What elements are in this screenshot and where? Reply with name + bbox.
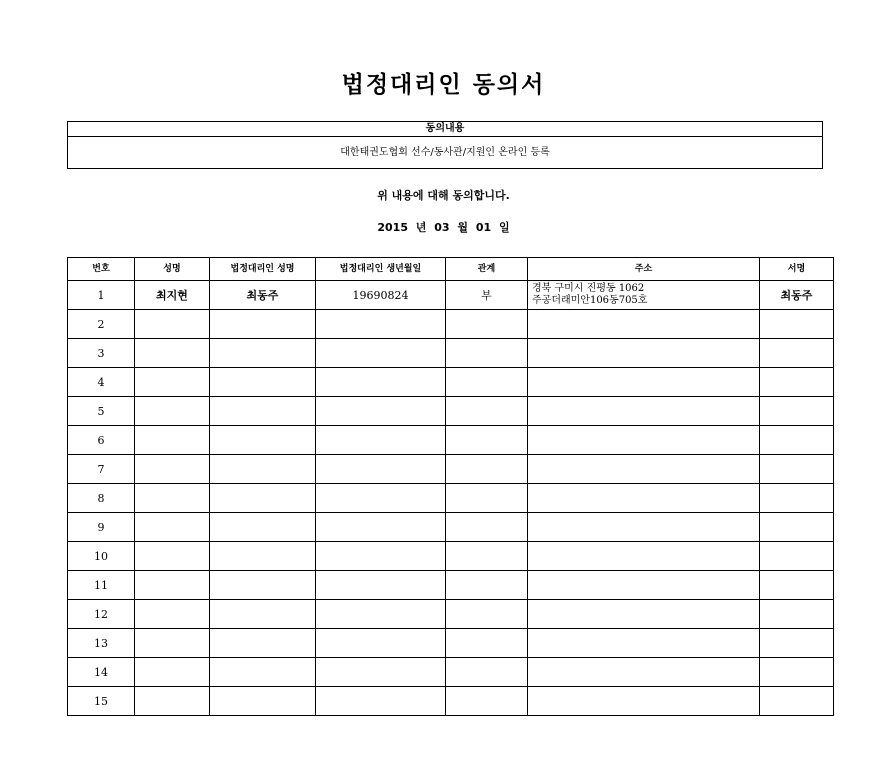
guardian-table — [67, 257, 834, 716]
cell-signature — [760, 397, 834, 426]
cell-relation — [446, 542, 528, 571]
cell-address — [528, 513, 760, 542]
cell-guardian-name — [210, 513, 316, 542]
header-address: 주소 — [528, 258, 760, 281]
table-row — [68, 339, 834, 368]
cell-guardian-birth — [316, 484, 446, 513]
cell-name — [135, 542, 210, 571]
cell-number: 7 — [68, 455, 135, 484]
cell-address — [528, 484, 760, 513]
cell-address — [528, 339, 760, 368]
cell-guardian-birth — [316, 339, 446, 368]
cell-relation — [446, 687, 528, 716]
table-row — [68, 658, 834, 687]
consent-header: 동의내용 — [68, 122, 822, 137]
cell-relation — [446, 600, 528, 629]
cell-name — [135, 397, 210, 426]
header-name: 성명 — [135, 258, 210, 281]
table-row — [68, 397, 834, 426]
cell-guardian-birth — [316, 600, 446, 629]
cell-number: 14 — [68, 658, 135, 687]
cell-guardian-birth — [316, 658, 446, 687]
table-row — [68, 571, 834, 600]
table-row — [68, 368, 834, 397]
cell-name — [135, 687, 210, 716]
cell-guardian-birth — [316, 310, 446, 339]
cell-name — [135, 513, 210, 542]
cell-guardian-name — [210, 339, 316, 368]
table-row — [68, 513, 834, 542]
cell-name — [135, 658, 210, 687]
cell-signature — [760, 455, 834, 484]
cell-number: 12 — [68, 600, 135, 629]
cell-address — [528, 600, 760, 629]
table-row — [68, 687, 834, 716]
cell-address — [528, 310, 760, 339]
table-row — [68, 629, 834, 658]
cell-signature — [760, 310, 834, 339]
cell-guardian-name — [210, 629, 316, 658]
agree-statement: 위 내용에 대해 동의합니다. — [377, 189, 510, 202]
cell-relation — [446, 368, 528, 397]
table-row — [68, 455, 834, 484]
cell-relation: 부 — [446, 281, 528, 310]
cell-address — [528, 397, 760, 426]
address-line-2: 주공더래미안106동705호 — [532, 295, 648, 306]
cell-signature — [760, 426, 834, 455]
cell-signature — [760, 687, 834, 716]
table-row — [68, 484, 834, 513]
cell-guardian-name — [210, 542, 316, 571]
cell-relation — [446, 397, 528, 426]
cell-guardian-birth — [316, 397, 446, 426]
cell-guardian-name — [210, 368, 316, 397]
cell-guardian-birth — [316, 426, 446, 455]
cell-number: 4 — [68, 368, 135, 397]
cell-guardian-name — [210, 484, 316, 513]
table-row — [68, 426, 834, 455]
page-title: 법정대리인 동의서 — [341, 71, 546, 98]
cell-number: 9 — [68, 513, 135, 542]
cell-name — [135, 484, 210, 513]
cell-address — [528, 455, 760, 484]
cell-address — [528, 571, 760, 600]
cell-number: 13 — [68, 629, 135, 658]
cell-guardian-name — [210, 571, 316, 600]
cell-guardian-birth — [316, 629, 446, 658]
cell-relation — [446, 310, 528, 339]
cell-relation — [446, 484, 528, 513]
header-number: 번호 — [68, 258, 135, 281]
cell-guardian-name — [210, 426, 316, 455]
cell-relation — [446, 513, 528, 542]
cell-number: 8 — [68, 484, 135, 513]
cell-name — [135, 600, 210, 629]
cell-number: 5 — [68, 397, 135, 426]
cell-address — [528, 542, 760, 571]
cell-address — [528, 426, 760, 455]
table-row — [68, 542, 834, 571]
header-guardian-birth: 법정대리인 생년월일 — [316, 258, 446, 281]
cell-signature — [760, 600, 834, 629]
table-row — [68, 281, 834, 310]
cell-number: 3 — [68, 339, 135, 368]
consent-box — [67, 121, 823, 169]
cell-signature — [760, 484, 834, 513]
cell-guardian-name — [210, 310, 316, 339]
cell-number: 15 — [68, 687, 135, 716]
header-signature: 서명 — [760, 258, 834, 281]
cell-signature — [760, 339, 834, 368]
cell-relation — [446, 629, 528, 658]
cell-address — [528, 629, 760, 658]
cell-name: 최지현 — [135, 281, 210, 310]
cell-signature — [760, 368, 834, 397]
cell-guardian-birth — [316, 542, 446, 571]
header-relation: 관계 — [446, 258, 528, 281]
table-row — [68, 600, 834, 629]
cell-guardian-birth — [316, 513, 446, 542]
cell-signature — [760, 513, 834, 542]
cell-number: 2 — [68, 310, 135, 339]
cell-relation — [446, 658, 528, 687]
cell-signature — [760, 571, 834, 600]
cell-guardian-name — [210, 397, 316, 426]
cell-number: 6 — [68, 426, 135, 455]
cell-guardian-birth — [316, 687, 446, 716]
cell-signature: 최동주 — [760, 281, 834, 310]
cell-guardian-name — [210, 455, 316, 484]
cell-relation — [446, 339, 528, 368]
cell-name — [135, 339, 210, 368]
cell-relation — [446, 571, 528, 600]
cell-name — [135, 368, 210, 397]
cell-number: 1 — [68, 281, 135, 310]
cell-guardian-name — [210, 600, 316, 629]
cell-guardian-name: 최동주 — [210, 281, 316, 310]
document-date: 2015 년 03 월 01 일 — [377, 221, 510, 234]
cell-signature — [760, 658, 834, 687]
cell-guardian-birth — [316, 368, 446, 397]
consent-text: 대한태권도협회 선수/동사관/지원인 온라인 등록 — [340, 147, 550, 158]
cell-guardian-name — [210, 658, 316, 687]
cell-address — [528, 368, 760, 397]
cell-address — [528, 658, 760, 687]
cell-name — [135, 629, 210, 658]
header-guardian-name: 법정대리인 성명 — [210, 258, 316, 281]
cell-name — [135, 455, 210, 484]
table-row — [68, 310, 834, 339]
table-header-row — [68, 258, 834, 281]
cell-guardian-birth: 19690824 — [316, 281, 446, 310]
cell-signature — [760, 542, 834, 571]
cell-guardian-birth — [316, 455, 446, 484]
address-line-1: 경북 구미시 진평동 1062 — [532, 283, 645, 294]
cell-signature — [760, 629, 834, 658]
cell-name — [135, 571, 210, 600]
cell-number: 10 — [68, 542, 135, 571]
cell-address — [528, 687, 760, 716]
cell-name — [135, 426, 210, 455]
cell-relation — [446, 426, 528, 455]
cell-address — [528, 281, 760, 310]
cell-guardian-name — [210, 687, 316, 716]
cell-relation — [446, 455, 528, 484]
cell-guardian-birth — [316, 571, 446, 600]
cell-name — [135, 310, 210, 339]
cell-number: 11 — [68, 571, 135, 600]
